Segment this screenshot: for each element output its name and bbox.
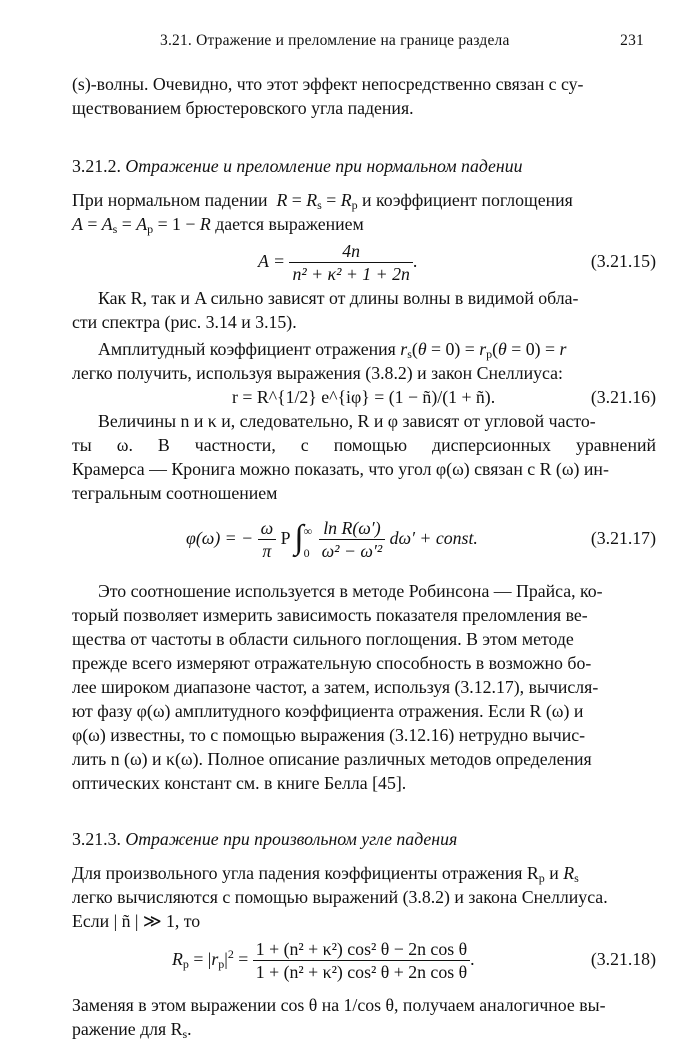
eq17-prefactor xyxy=(258,517,277,562)
text-line: лее широком диапазоне частот, а затем, используя (3.12.17), вычисля- xyxy=(72,677,599,697)
text-line: ют фазу φ(ω) амплитудного коэффициента отражения. Если R (ω) и xyxy=(72,701,584,721)
text-fragment: Для произвольного угла падения коэффициенты отражения R xyxy=(72,863,539,883)
eq17-integrand-num: ln R(ω′) xyxy=(319,517,386,540)
text-line: Заменяя в этом выражении cos θ на 1/cos θ, получаем аналогичное вы- xyxy=(72,995,606,1015)
text-fragment: и коэффициент поглощения xyxy=(362,190,573,210)
eq17-integrand-den: ω² − ω′² xyxy=(321,541,383,562)
paragraph-amplitude: Амплитудный коэффициент отражения $r_s(\theta = 0) = r_p(\theta = 0) = r$ легко получить, используя выражения (3.8.2) и закон Снеллиуса: xyxy=(72,339,567,383)
intro-line-2: ществованием брюстеровского угла падения. xyxy=(72,98,414,118)
text-fragment: Амплитудный коэффициент отражения xyxy=(98,339,396,359)
section-number: 3.21.3. xyxy=(72,829,121,849)
equation-3-21-18: $R_p = |r_p|^2$ = $\frac{\text{1 + (n² + κ²) cos² θ − 2n cos θ}}{\text{1 + (n² + κ²) cos² θ + 2n cos θ}}$ . (3.21.18) xyxy=(72,933,656,985)
eq16-expression: r = R^{1/2} e^{iφ} = (1 − ñ)/(1 + ñ). xyxy=(232,387,496,407)
text-line: Если | ñ | ≫ 1, то xyxy=(72,911,201,931)
intro-line-1: (s)-волны. Очевидно, что этот эффект непосредственно связан с су- xyxy=(72,74,584,94)
section-heading-3-21-2 xyxy=(72,154,656,178)
eq17-tail: dω′ + const. xyxy=(389,528,478,548)
eq15-fraction xyxy=(289,240,412,285)
section-heading-3-21-3 xyxy=(72,827,656,851)
eq17-principal-value: P xyxy=(280,528,290,548)
text-line: Как R, так и A сильно зависят от длины волны в видимой обла- xyxy=(98,288,579,308)
eq17-lhs: φ(ω) = − xyxy=(186,528,254,548)
text-fragment: ражение для R xyxy=(72,1019,183,1039)
text-line: прежде всего измеряют отражательную способность в возможно бо- xyxy=(72,653,592,673)
eq18-denominator: 1 + (n² + κ²) cos² θ + 2n cos θ xyxy=(255,962,468,983)
text-line: щества от частоты в области сильного поглощения. В этом методе xyxy=(72,629,574,649)
equation-number: (3.21.17) xyxy=(590,528,656,548)
text-line: легко вычисляются с помощью выражений (3.8.2) и закона Снеллиуса. xyxy=(72,887,608,907)
section-title: Отражение при произвольном угле падения xyxy=(125,829,458,849)
equation-number: (3.21.15) xyxy=(590,251,656,271)
running-header xyxy=(72,28,656,52)
equation-3-21-15: A = $\frac{4n}{\text{n² + κ² + 1 + 2n}}$ . (3.21.15) xyxy=(72,236,656,286)
paragraph-arbitrary-angle: Для произвольного угла падения коэффициенты отражения $R_p$ и $R_s$ легко вычисляются с помощью выражений (3.8.2) и закона Снеллиуса. Если | ñ | ≫ 1, то xyxy=(72,863,608,931)
eq18-fraction xyxy=(253,938,470,983)
text-line: лить n (ω) и κ(ω). Полное описание различных методов определения xyxy=(72,749,592,769)
eq18-lhs: R xyxy=(172,949,183,969)
lower-limit: 0 xyxy=(303,545,310,560)
text-line: тегральным соотношением xyxy=(72,483,278,503)
intro-paragraph xyxy=(72,72,656,120)
text-line: φ(ω) известны, то с помощью выражения (3.12.16) нетрудно вычис- xyxy=(72,725,586,745)
integral-sign: ∫ xyxy=(294,518,304,556)
paragraph-robinson-price xyxy=(72,579,656,795)
equation-3-21-17 xyxy=(72,505,656,571)
paragraph-replacement: Заменяя в этом выражении cos θ на 1/cos θ, получаем аналогичное вы- ражение для $R_s$. xyxy=(72,995,606,1041)
text-fragment: дается выражением xyxy=(215,214,364,234)
integral-limits xyxy=(304,520,313,564)
eq18-numerator: 1 + (n² + κ²) cos² θ − 2n cos θ xyxy=(253,938,470,961)
eq17-prefactor-den: π xyxy=(262,541,272,562)
paragraph-normal-incidence: При нормальном падении $R = R_s = R_p$ и коэффициент поглощения $A = A_s = A_p = 1 - R$ дается выражением xyxy=(72,190,573,236)
text-line: легко получить, используя выражения (3.8.2) и закон Снеллиуса: xyxy=(72,363,563,383)
equation-3-21-16 xyxy=(72,385,656,409)
eq15-lhs: A = xyxy=(258,251,285,271)
text-line: Это соотношение используется в методе Робинсона — Прайса, ко- xyxy=(98,581,603,601)
section-number: 3.21.2. xyxy=(72,156,121,176)
section-title: Отражение и преломление при нормальном падении xyxy=(125,156,523,176)
equation-number: (3.21.16) xyxy=(590,387,656,407)
upper-limit: ∞ xyxy=(303,523,313,538)
eq17-prefactor-num: ω xyxy=(258,517,277,540)
running-title: 3.21. Отражение и преломление на границе раздела xyxy=(160,32,510,49)
page-number: 231 xyxy=(620,32,644,49)
text-line: оптических констант см. в книге Белла [45]. xyxy=(72,773,407,793)
text-line: Величины n и κ и, следовательно, R и φ зависят от угловой часто- xyxy=(98,411,596,431)
eq17-integrand xyxy=(319,517,386,562)
text-line: сти спектра (рис. 3.14 и 3.15). xyxy=(72,312,297,332)
paragraph-dependence xyxy=(72,286,656,334)
page xyxy=(72,28,656,1041)
text-line: торый позволяет измерить зависимость показателя преломления ве- xyxy=(72,605,588,625)
text-line: Крамерса — Кронига можно показать, что угол φ(ω) связан с R (ω) ин- xyxy=(72,459,609,479)
eq15-numerator: 4n xyxy=(289,240,412,263)
eq15-denominator: n² + κ² + 1 + 2n xyxy=(292,264,410,285)
paragraph-kramers-kronig xyxy=(72,409,656,505)
text-line: ты ω. В частности, с помощью дисперсионных уравнений xyxy=(72,435,656,455)
text-fragment: При нормальном падении xyxy=(72,190,268,210)
equation-number: (3.21.18) xyxy=(590,949,656,969)
